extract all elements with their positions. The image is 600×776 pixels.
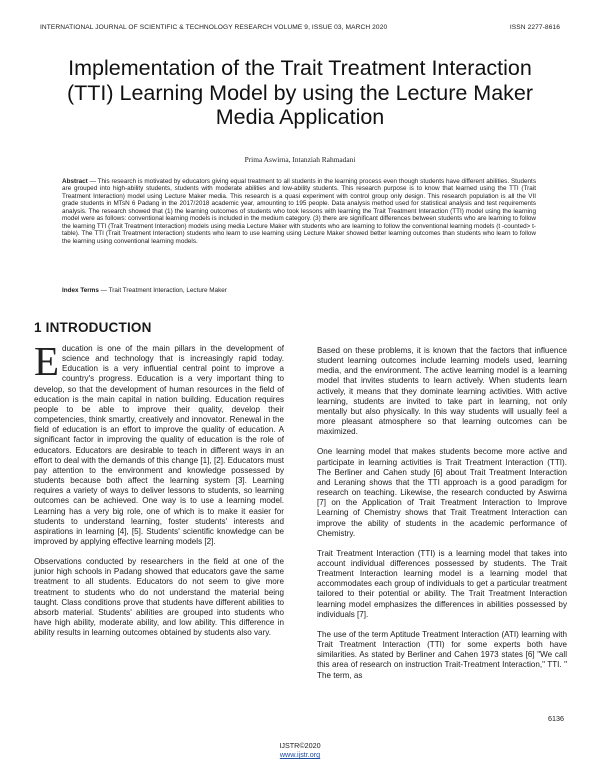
issn: ISSN 2277-8616 — [509, 24, 560, 31]
footer — [0, 741, 600, 759]
right-column — [317, 346, 567, 691]
section-heading: 1 INTRODUCTION — [34, 320, 152, 335]
journal-name: INTERNATIONAL JOURNAL OF SCIENTIFIC & TECHNOLOGY RESEARCH VOLUME 9, ISSUE 03, MARCH 2020 — [40, 24, 388, 31]
abstract-text: — This research is motivated by educators giving equal treatment to all students in the learning process even though students have different abilities. Students are grouped into high-ability students, students with moderate abilities and low-ability students. This research purpose is to know that learned using the TTI (Trait Treatment Interaction) model using Lecture Maker media. This research is a quasi experiment with control group only design. This research population is all the VII grade students in MTsN 6 Padang in the 2017/2018 academic year, amounting to 195 people. Data analysis method used for statistical analysis and test requirements analysis. The research showed that (1) the learning outcomes of students who took lessons with learning the Trait Treatment Interaction (TTI) model using the learning model were as follows: conventional learning models is included in the medium category. (3) there are significant differences between students who are learning to follow the learning TTI (Trait Treatment Interaction) models using media Lecture Maker with students who are learning to follow the conventional learning models (t -counted> t-table). The TTI (Trait Treatment Interaction) students who learn to use learning using Lecture Maker showed better learning outcomes than students who learn to follow the learning using conventional learning models. — [62, 178, 536, 245]
page-number: 6136 — [548, 714, 564, 723]
abstract-label: Abstract — [62, 178, 88, 185]
paragraph: Observations conducted by researchers in the field at one of the junior high schools in Padang showed that educators gave the same treatment to all students. Educators do not seem to give more treatment to students who do not understand the material being taught. Class conditions prove that students have different abilities to absorb material. Students' abilities are grouped into students who have high ability, moderate ability, and low ability. This difference in ability results in learning outcomes obtained by students also vary. — [34, 557, 284, 638]
authors: Prima Aswirna, Intanziah Rahmadani — [244, 155, 356, 164]
paragraph: One learning model that makes students become more active and participate in learning activities is Trait Treatment Interaction (TTI). The Berliner and Cahen study [6] about Trait Treatment Interaction and Leraning shows that the TTI approach is a good paradigm for research on teaching. Likewise, the research conducted by Aswirna [7] on the Application of Trait Treatment Interaction to Improve Learning of Chemistry shows that Trait Treatment Interaction can improve the ability of students in the academic performance of Chemistry. — [317, 447, 567, 538]
index-terms — [62, 287, 536, 294]
drop-cap: E — [34, 338, 60, 384]
running-header — [40, 24, 560, 31]
paragraph: The use of the term Aptitude Treatment Interaction (ATI) learning with Trait Treatment Interaction (TTI) for some experts both have similarities. As stated by Berliner and Cahen 1973 states [6] "We call this area of research on instruction Trait-Treatment Interaction," TTI. " The term, as — [317, 629, 567, 680]
journal-url-link[interactable]: www.ijstr.org — [279, 750, 321, 759]
paper-title — [30, 56, 570, 130]
paragraph: Trait Treatment Interaction (TTI) is a learning model that takes into account individual differences possessed by students. The Trait Treatment Interaction learning model is a learning model that accommodates each group of individuals to get a particular treatment tailored to their potential or ability. The Trait Treatment Interaction learning model emphasizes the differences in abilities possessed by individuals [7]. — [317, 548, 567, 619]
title-line-3: Media Application — [215, 105, 385, 129]
abstract — [62, 178, 536, 245]
index-terms-label: Index Terms — [62, 287, 99, 294]
paragraph-text: ducation is one of the main pillars in the development of science and technology that is increasingly rapid today. Education is a very influential central point to improve a country's progress. Education is a very important thing to develop, so that the development of human resources in the field of education is the main capital in nation building. Education requires people to be able to improve their quality, develop their competencies, think smartly, creatively and innovator. Renewal in the field of education is an effort to improve the quality of education. A significant factor in improving the quality of education is the role of educators. Educators are desirable to teach in different ways in an effort to deal with the demands of this change [1], [2]. Educators must pay attention to the environment and knowledge possessed by students because both affect the learning system [3]. Learning requires a variety of ways to deliver lessons to students, so learning outcomes can be achieved. One way is to use a learning model. Learning has a very big role, one of which is to make it easier for students to understand learning, foster students' interests and aspirations in learning [4], [5]. Students' scientific knowledge can be improved by applying effective learning models [2]. — [34, 344, 284, 546]
paragraph — [34, 338, 284, 547]
left-column — [34, 338, 284, 648]
title-line-2: (TTI) Learning Model by using the Lecture Maker — [66, 80, 534, 105]
index-terms-text: — Trait Treatment Interaction, Lecture Maker — [98, 287, 227, 294]
copyright-code: IJSTR©2020 — [279, 741, 321, 750]
title-line-1: Implementation of the Trait Treatment Interaction — [68, 56, 532, 80]
paragraph: Based on these problems, it is known that the factors that influence student learning outcomes include learning models used, learning media, and the environment. The active learning model is a learning model that invites students to learn actively. When students learn actively, it means that they dominate learning activities. With active learning, students are invited to take part in learning, not only mentally but also physically. In this way students will usually feel a more pleasant atmosphere so that learning outcomes can be maximized. — [317, 346, 567, 437]
